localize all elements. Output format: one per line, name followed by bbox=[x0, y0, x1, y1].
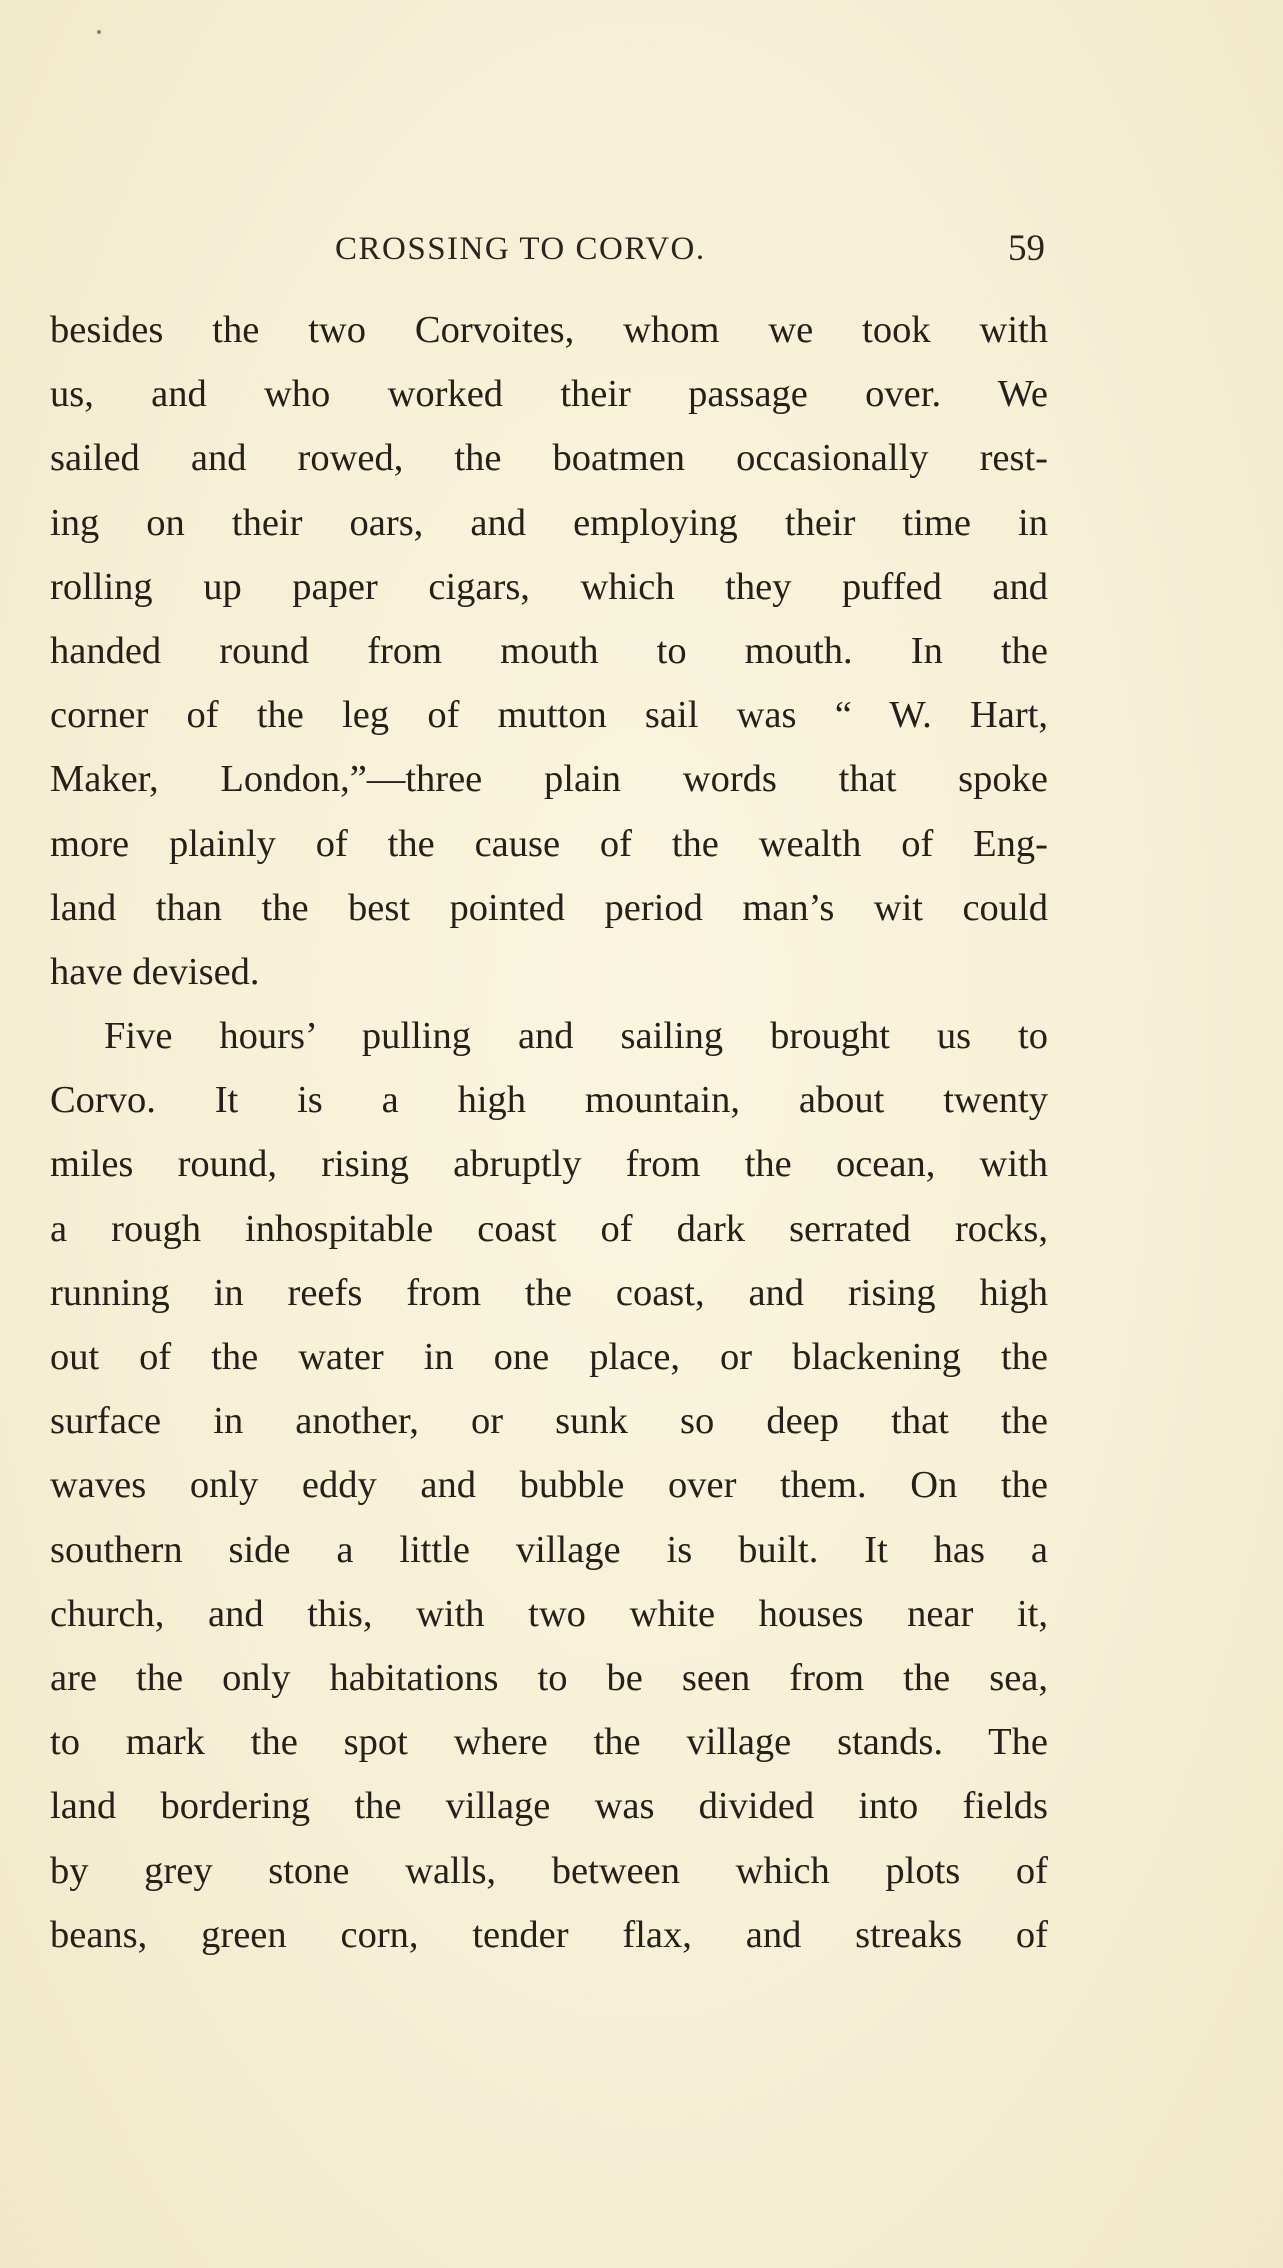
text-line: corner of the leg of mutton sail was “ W. Hart, bbox=[50, 694, 1048, 737]
text-line: out of the water in one place, or blackening the bbox=[50, 1336, 1048, 1378]
text-line: beans, green corn, tender flax, and streaks of bbox=[50, 1913, 1048, 1956]
text-line: waves only eddy and bubble over them. On the bbox=[50, 1464, 1048, 1507]
text-line: to mark the spot where the village stands. The bbox=[50, 1721, 1048, 1764]
paper-speck bbox=[97, 30, 101, 34]
text-line: sailed and rowed, the boatmen occasionally rest- bbox=[50, 437, 1048, 480]
body-text bbox=[50, 298, 1048, 1967]
text-line: handed round from mouth to mouth. In the bbox=[50, 629, 1048, 672]
text-line: besides the two Corvoites, whom we took with bbox=[50, 309, 1048, 351]
paragraph bbox=[50, 1004, 1048, 1967]
running-title: CROSSING TO CORVO. bbox=[335, 231, 706, 267]
text-line: Corvo. It is a high mountain, about twenty bbox=[50, 1079, 1048, 1122]
text-line: a rough inhospitable coast of dark serrated rocks, bbox=[50, 1207, 1048, 1250]
text-line: Maker, London,”—three plain words that spoke bbox=[50, 758, 1048, 801]
text-line: us, and who worked their passage over. We bbox=[50, 373, 1048, 416]
text-line: surface in another, or sunk so deep that the bbox=[50, 1400, 1048, 1443]
text-line: miles round, rising abruptly from the ocean, with bbox=[50, 1143, 1048, 1186]
text-line: southern side a little village is built. It has a bbox=[50, 1528, 1048, 1571]
text-line: rolling up paper cigars, which they puffed and bbox=[50, 565, 1048, 608]
paragraph bbox=[50, 298, 1048, 1004]
text-line: land than the best pointed period man’s wit could bbox=[50, 886, 1048, 929]
text-line: church, and this, with two white houses near it, bbox=[50, 1592, 1048, 1635]
text-line: ing on their oars, and employing their time in bbox=[50, 501, 1048, 544]
text-line: running in reefs from the coast, and rising high bbox=[50, 1271, 1048, 1314]
page-number: 59 bbox=[1008, 228, 1045, 269]
running-head bbox=[50, 224, 1045, 274]
text-line: more plainly of the cause of the wealth of Eng- bbox=[50, 822, 1048, 865]
text-line: Five hours’ pulling and sailing brought us to bbox=[104, 1015, 1048, 1058]
text-line: land bordering the village was divided into fields bbox=[50, 1785, 1048, 1828]
text-line: have devised. bbox=[50, 950, 260, 993]
text-line: are the only habitations to be seen from the sea, bbox=[50, 1656, 1048, 1699]
text-line: by grey stone walls, between which plots of bbox=[50, 1849, 1048, 1892]
